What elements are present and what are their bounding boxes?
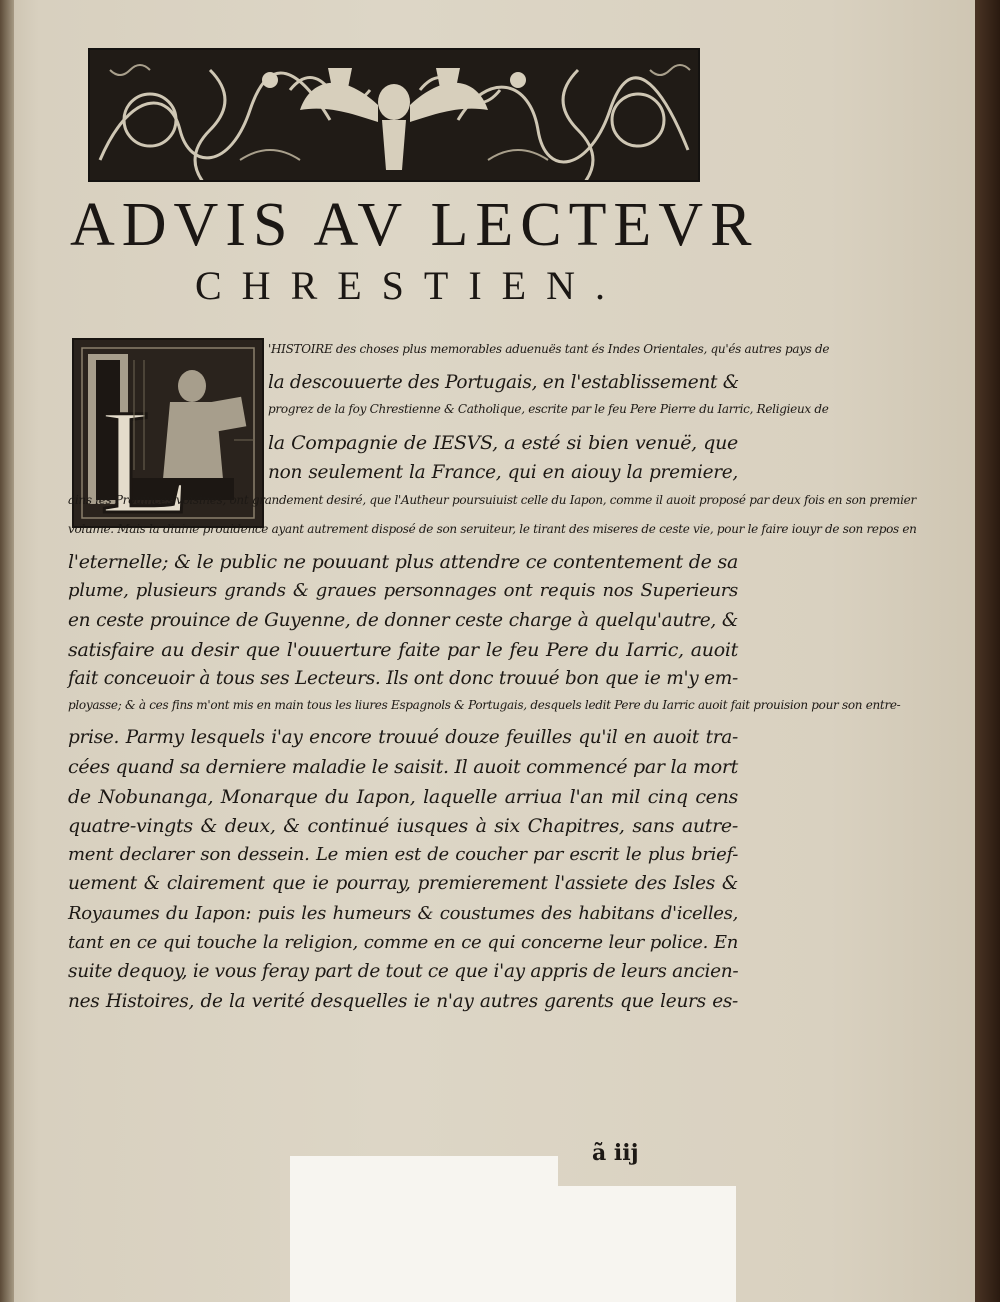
white-label-patch: [558, 1186, 736, 1302]
body-line: Royaumes du Iapon: puis les humeurs & coustumes des habitans d'icelles,: [68, 902, 738, 924]
body-line: de Nobunanga, Monarque du Iapon, laquelle arriua l'an mil cinq cens: [68, 785, 738, 808]
body-line: ment declarer son dessein. Le mien est de coucher par escrit le plus brief-: [68, 844, 738, 866]
page-title-line-2: CHRESTIEN.: [195, 263, 625, 308]
body-line: non seulement la France, qui en aiouy la premiere,: [268, 462, 738, 483]
body-line: satisfaire au desir que l'ouuerture faite par le feu Pere du Iarric, auoit: [68, 639, 738, 661]
body-line: progrez de la foy Chrestienne & Catholique, escrite par le feu Pere Pierre du Iarric, Religieux de: [268, 402, 829, 416]
body-line: nes Histoires, de la verité desquelles ie n'ay autres garents que leurs es-: [68, 990, 738, 1012]
svg-text:L: L: [100, 379, 192, 526]
white-label-patch: [290, 1156, 558, 1302]
page-title-line-1: ADVIS AV LECTEVR: [70, 191, 759, 259]
body-line: la descouuerte des Portugais, en l'establissement &: [268, 372, 739, 393]
body-line: l'eternelle; & le public ne pouuant plus attendre ce contentement de sa: [68, 551, 738, 574]
body-line: cées quand sa derniere maladie le saisit. Il auoit commencé par la mort: [68, 756, 738, 779]
body-line: en ceste prouince de Guyenne, de donner ceste charge à quelqu'autre, &: [68, 609, 738, 631]
body-line: uement & clairement que ie pourray, premierement l'assiete des Isles &: [68, 873, 738, 895]
body-line: la Compagnie de IESVS, a esté si bien venuë, que: [268, 432, 738, 454]
body-line: quatre-vingts & deux, & continué iusques à six Chapitres, sans autre-: [68, 814, 738, 837]
body-line: suite dequoy, ie vous feray part de tout ce que i'ay appris de leurs ancien-: [68, 961, 739, 983]
body-line: 'HISTOIRE des choses plus memorables aduenuës tant és Indes Orientales, qu'és autres pays de: [268, 342, 830, 356]
body-line: ains les Prouinces voisines, ont grandement desiré, que l'Autheur poursuiuist celle du Iapon, comme il auoit proposé par deux fois en son premier: [68, 492, 916, 507]
signature-mark: ã iij: [592, 1140, 639, 1166]
body-line: fait conceuoir à tous ses Lecteurs. Ils ont donc trouué bon que ie m'y em-: [68, 668, 738, 690]
body-line: prise. Parmy lesquels i'ay encore trouué douze feuilles qu'il en auoit tra-: [68, 726, 738, 748]
body-line: plume, plusieurs grands & graues personnages ont requis nos Superieurs: [68, 580, 738, 602]
body-line: ployasse; & à ces fins m'ont mis en main tous les liures Espagnols & Portugais, desquels ledit Pere du Iarric auoit fait prouision pour son entre-: [68, 697, 901, 712]
body-line: volume. Mais la diuine prouidence ayant autrement disposé de son seruiteur, le tirant des miseres de ceste vie, pour le faire iouyr de son repos en: [68, 521, 917, 536]
body-line: tant en ce qui touche la religion, comme en ce qui concerne leur police. En: [68, 932, 738, 953]
page-gutter: [0, 0, 14, 1302]
book-cover-edge: [975, 0, 1000, 1302]
ornamental-headpiece: [88, 48, 700, 182]
